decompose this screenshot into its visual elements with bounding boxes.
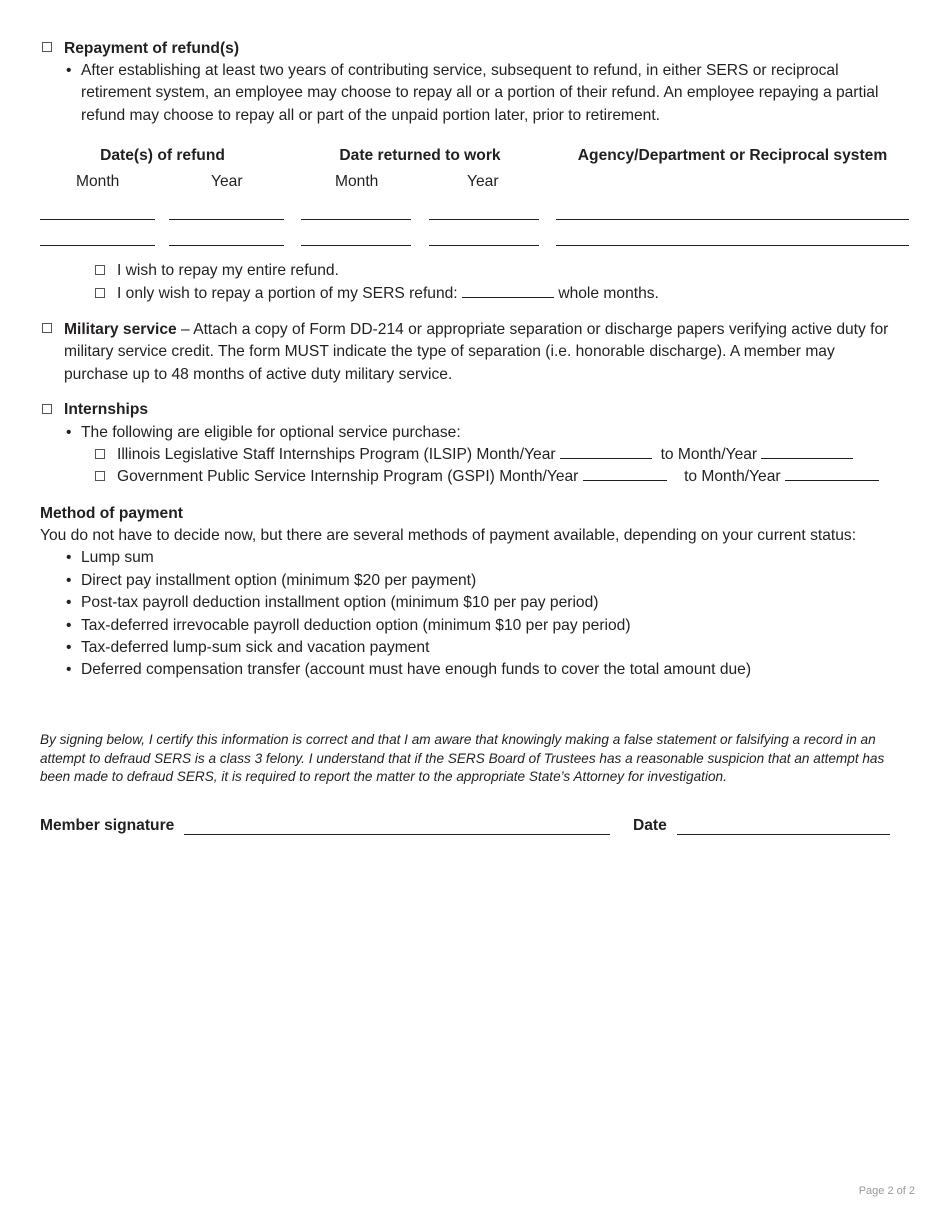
internships-title: Internships [64,401,149,418]
payment-title: Method of payment [40,505,183,522]
gspi-checkbox[interactable] [95,471,105,481]
payment-method: • Lump sum [81,547,154,569]
repay-portion-suffix: whole months. [558,285,659,302]
gspi-row [117,466,879,488]
refund-year-field-2[interactable] [169,245,284,246]
col-date-of-refund-header: Date(s) of refund [100,147,225,164]
col-agency-header: Agency/Department or Reciprocal system [577,147,888,164]
ilsip-label: Illinois Legislative Staff Internships Program (ILSIP) Month/Year [117,446,556,463]
ilsip-from-field[interactable] [560,444,652,459]
refund-year-field-1[interactable] [169,219,284,220]
military-paragraph [64,319,899,386]
repay-entire-checkbox[interactable] [95,265,105,275]
repayment-title: Repayment of refund(s) [64,40,240,57]
member-signature-field[interactable] [184,834,610,835]
return-month-field-1[interactable] [301,219,411,220]
repayment-bullet: • After establishing at least two years of contributing service, subsequent to refund, in either SERS or reciprocal retirement system, an employee may choose to repay all or a portion of their refund. An employee repaying a partial refund may choose to repay all or part of the unpaid portion later, prior to retirement. [81,60,911,127]
return-month-field-2[interactable] [301,245,411,246]
repay-portion-checkbox[interactable] [95,288,105,298]
payment-intro: You do not have to decide now, but there are several methods of payment available, depending on your current status: [40,527,857,544]
payment-method: • Post-tax payroll deduction installment option (minimum $10 per pay period) [81,592,598,614]
gspi-to-label: to Month/Year [684,468,781,485]
return-month-label: Month [335,173,379,190]
gspi-from-field[interactable] [583,466,667,481]
date-field[interactable] [677,834,890,835]
gspi-label: Government Public Service Internship Program (GSPI) Month/Year [117,468,579,485]
military-title: Military service [64,321,177,338]
member-signature-label: Member signature [40,817,175,834]
refund-year-label: Year [211,173,243,190]
ilsip-checkbox[interactable] [95,449,105,459]
repayment-checkbox[interactable] [42,42,52,52]
ilsip-to-label: to Month/Year [660,446,758,463]
return-year-field-1[interactable] [429,219,539,220]
payment-method: • Deferred compensation transfer (account must have enough funds to cover the total amount due) [81,659,751,681]
repay-portion-row [117,283,659,305]
return-year-label: Year [467,173,499,190]
agency-field-1[interactable] [556,219,909,220]
payment-method: • Direct pay installment option (minimum $20 per payment) [81,570,476,592]
refund-month-field-1[interactable] [40,219,155,220]
col-date-returned-header: Date returned to work [339,147,501,164]
payment-method: • Tax-deferred irrevocable payroll deduction option (minimum $10 per pay period) [81,615,631,637]
gspi-to-field[interactable] [785,466,879,481]
military-checkbox[interactable] [42,323,52,333]
military-text: – Attach a copy of Form DD-214 or appropriate separation or discharge papers verifying active duty for military service credit. The form MUST indicate the type of separation (i.e. honorable discharge). A member may purchase up to 48 months of active duty military service. [64,321,889,383]
internships-checkbox[interactable] [42,404,52,414]
refund-month-label: Month [76,173,120,190]
repay-portion-label: I only wish to repay a portion of my SERS refund: [117,285,458,302]
agency-field-2[interactable] [556,245,909,246]
page-number: Page 2 of 2 [858,1184,915,1197]
internships-bullet: • The following are eligible for optional service purchase: [81,422,461,444]
return-year-field-2[interactable] [429,245,539,246]
refund-month-field-2[interactable] [40,245,155,246]
date-label: Date [633,817,667,834]
certification-text: By signing below, I certify this information is correct and that I am aware that knowingly making a false statement or falsifying a record in an attempt to defraud SERS is a class 3 felony. I understand that if the SERS Board of Trustees has a reasonable suspicion that an attempt has been made to defraud SERS, it is required to report the matter to the appropriate State’s Attorney for investigation. [40,732,885,785]
repay-months-field[interactable] [462,283,554,298]
payment-method: • Tax-deferred lump-sum sick and vacation payment [81,637,429,659]
ilsip-to-field[interactable] [761,444,853,459]
repay-entire-label: I wish to repay my entire refund. [117,262,339,279]
ilsip-row [117,444,853,466]
